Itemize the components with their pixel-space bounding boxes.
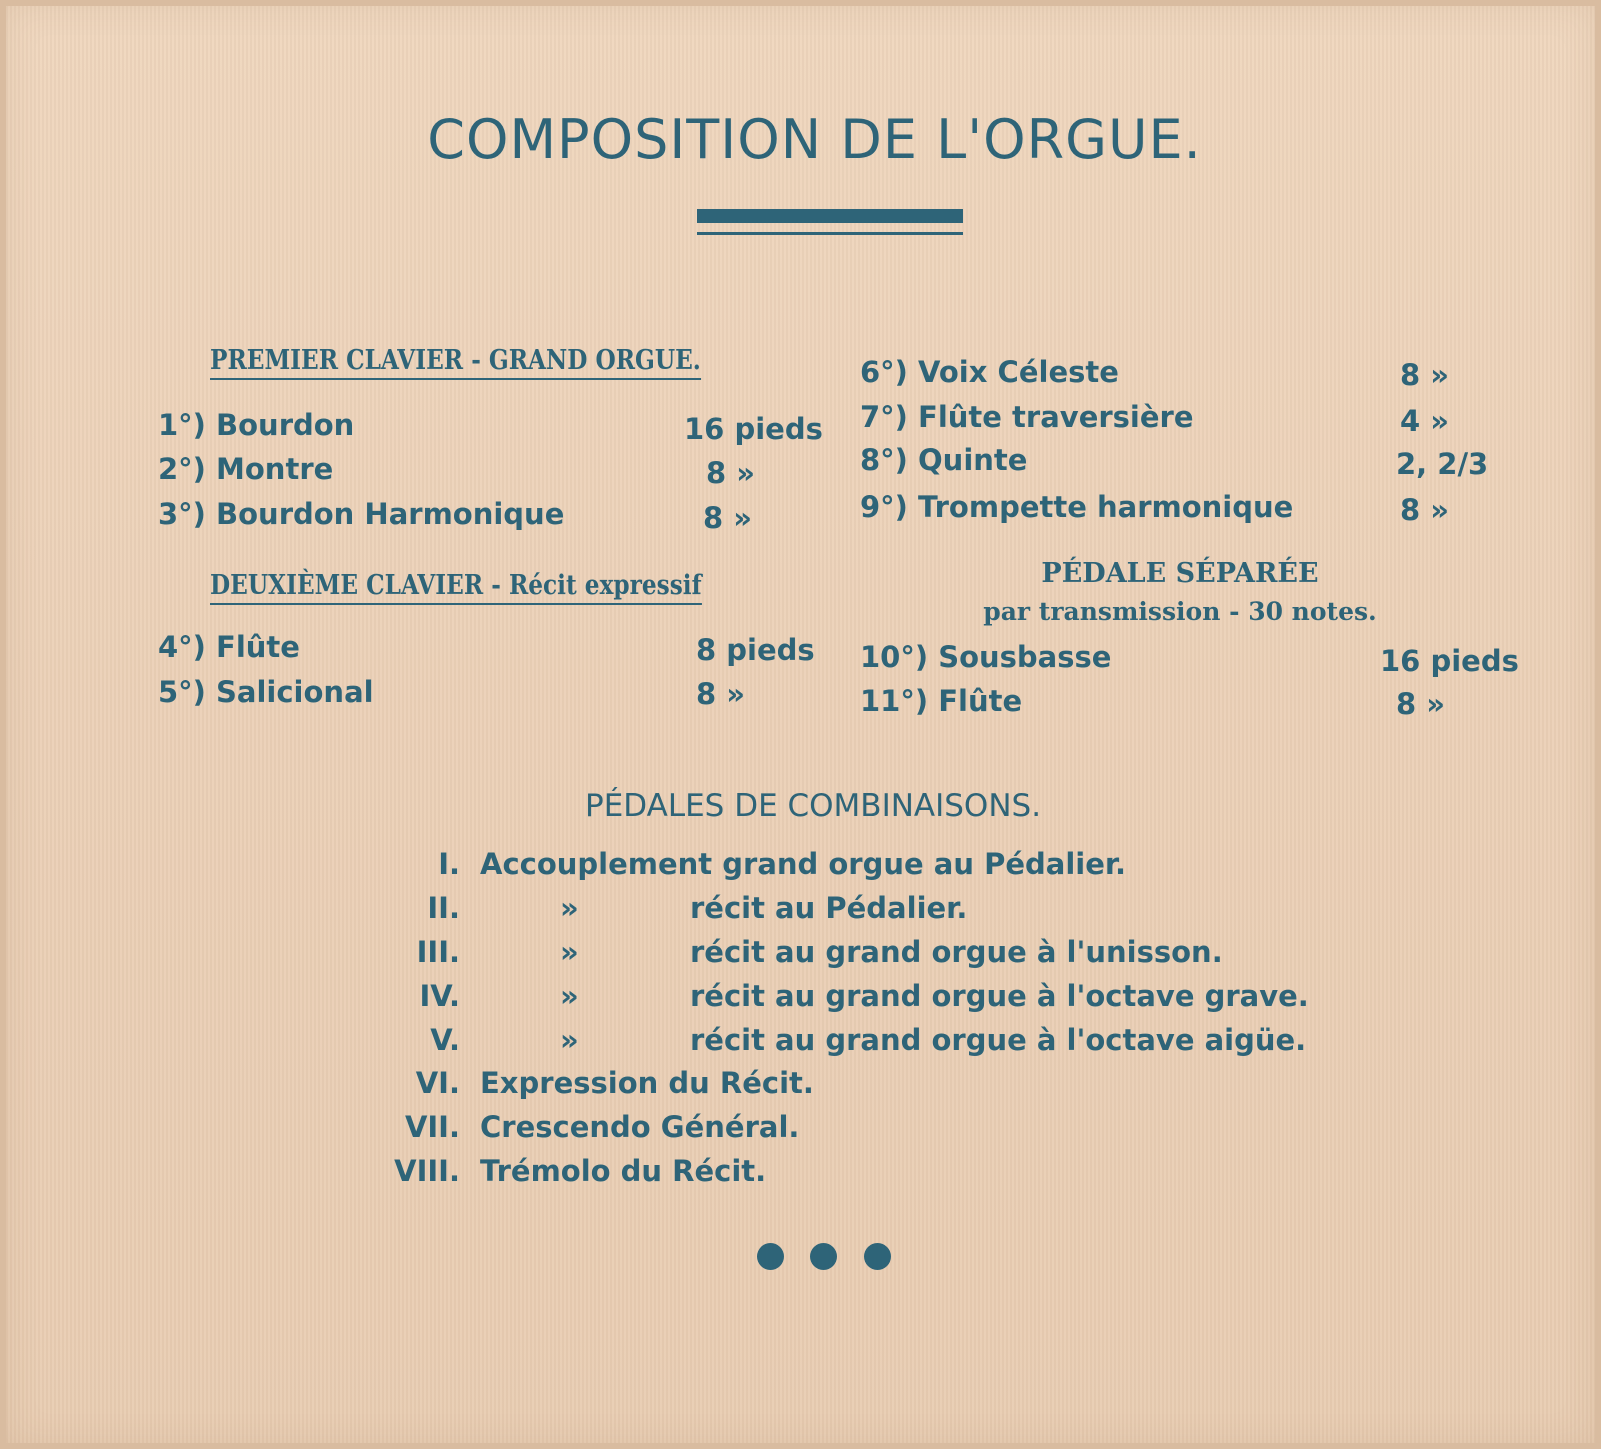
- combinaison-text: Expression du Récit.: [480, 1066, 814, 1100]
- stop-name: 4°) Flûte: [158, 630, 300, 664]
- stop-name: 7°) Flûte traversière: [860, 400, 1194, 434]
- stop-name: 11°) Flûte: [860, 684, 1023, 718]
- title-underline-thick: [697, 209, 963, 223]
- stop-size: 16 pieds: [684, 412, 823, 446]
- combinaison-number: VIII.: [394, 1154, 460, 1188]
- pedale-heading: PÉDALE SÉPARÉE: [1041, 558, 1319, 589]
- combinaison-text: Crescendo Général.: [480, 1110, 800, 1144]
- combinaison-number: IV.: [419, 979, 460, 1013]
- combinaison-text: récit au grand orgue à l'unisson.: [690, 935, 1223, 969]
- stop-name: 3°) Bourdon Harmonique: [158, 497, 565, 531]
- ditto-mark: »: [560, 1023, 579, 1057]
- combinaison-number: III.: [416, 935, 460, 969]
- ditto-mark: »: [560, 979, 579, 1013]
- ornament-dot: [864, 1243, 891, 1270]
- page-title: COMPOSITION DE L'ORGUE.: [427, 108, 1202, 171]
- premier-clavier-heading: PREMIER CLAVIER - GRAND ORGUE.: [210, 345, 701, 380]
- combinaison-number: VI.: [415, 1066, 460, 1100]
- combinaison-text: Accouplement grand orgue au Pédalier.: [480, 847, 1127, 881]
- combinaison-text: récit au grand orgue à l'octave grave.: [690, 979, 1309, 1013]
- stop-size: 4 »: [1400, 404, 1450, 438]
- combinaison-number: II.: [427, 891, 460, 925]
- stop-size: 16 pieds: [1380, 644, 1519, 678]
- pedale-subheading: par transmission - 30 notes.: [983, 597, 1377, 626]
- combinaison-text: récit au grand orgue à l'octave aigüe.: [690, 1023, 1307, 1057]
- combinaison-text: Trémolo du Récit.: [480, 1154, 767, 1188]
- ditto-mark: »: [560, 891, 579, 925]
- combinaison-number: VII.: [404, 1110, 460, 1144]
- stop-size: 8 »: [703, 501, 753, 535]
- stop-size: 8 »: [1400, 493, 1450, 527]
- deuxieme-clavier-heading: DEUXIÈME CLAVIER - Récit expressif: [210, 570, 702, 605]
- stop-size: 8 »: [1396, 687, 1446, 721]
- combinaison-text: récit au Pédalier.: [690, 891, 968, 925]
- stop-size: 8 »: [706, 456, 756, 490]
- stop-name: 5°) Salicional: [158, 675, 374, 709]
- stop-size: 8 »: [1400, 358, 1450, 392]
- stop-name: 2°) Montre: [158, 452, 334, 486]
- combinaison-number: V.: [430, 1023, 460, 1057]
- ditto-mark: »: [560, 935, 579, 969]
- stop-name: 6°) Voix Céleste: [860, 355, 1119, 389]
- stop-name: 9°) Trompette harmonique: [860, 490, 1294, 524]
- ornament-dot: [757, 1243, 784, 1270]
- stop-name: 10°) Sousbasse: [860, 640, 1112, 674]
- stop-size: 8 »: [696, 677, 746, 711]
- title-underline-thin: [697, 232, 963, 235]
- combinaison-number: I.: [438, 847, 460, 881]
- ornament-dot: [810, 1243, 837, 1270]
- stop-size: 8 pieds: [696, 633, 815, 667]
- stop-size: 2, 2/3: [1396, 447, 1489, 481]
- stop-name: 8°) Quinte: [860, 443, 1028, 477]
- stop-name: 1°) Bourdon: [158, 408, 355, 442]
- combinaisons-heading: PÉDALES DE COMBINAISONS.: [585, 788, 1042, 824]
